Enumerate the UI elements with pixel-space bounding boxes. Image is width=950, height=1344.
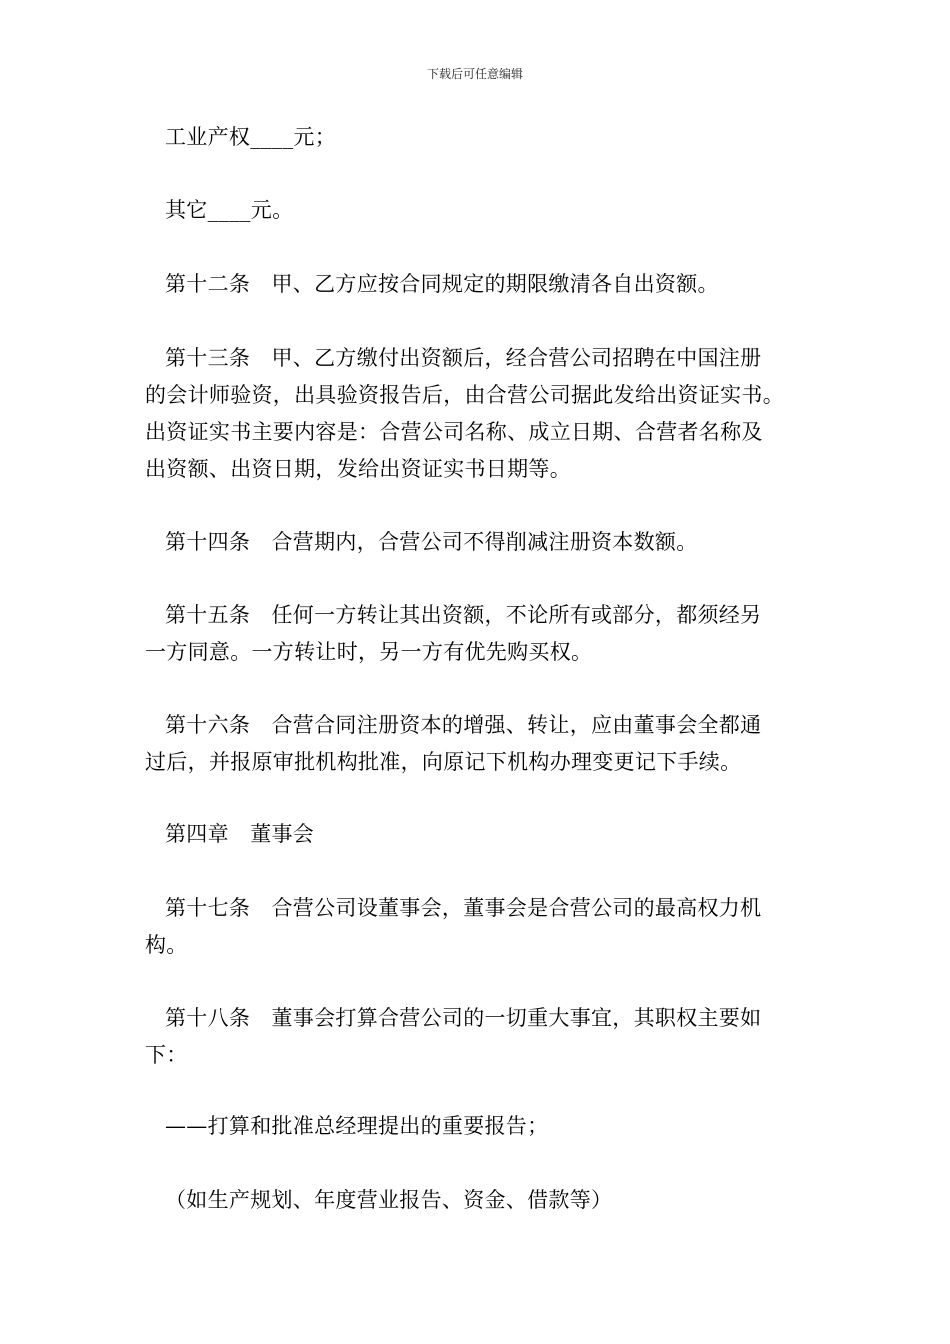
paragraph-line: 出资证实书主要内容是：合营公司名称、成立日期、合营者名称及: [145, 420, 763, 444]
paragraph-line: 下：: [145, 1043, 188, 1067]
paragraph-line: 出资额、出资日期，发给出资证实书日期等。: [145, 457, 571, 481]
paragraph-line: 过后，并报原审批机构批准，向原记下机构办理变更记下手续。: [145, 750, 742, 774]
paragraph-article-18: [145, 1000, 815, 1074]
paragraph-line: ——打算和批准总经理提出的重要报告；: [165, 1114, 549, 1138]
chapter-heading-board: [145, 816, 815, 853]
paragraph-article-15: [145, 597, 815, 671]
paragraph-other: [145, 192, 815, 229]
paragraph-line: 第四章 董事会: [165, 822, 315, 846]
paragraph-line: （如生产规划、年度营业报告、资金、借款等）: [165, 1188, 613, 1212]
paragraph-line: 第十二条 甲、乙方应按合同规定的期限缴清各自出资额。: [165, 272, 719, 296]
paragraph-industrial-property: [145, 119, 815, 156]
paragraph-decide-reports: [145, 1108, 815, 1145]
paragraph-line: 第十七条 合营公司设董事会，董事会是合营公司的最高权力机: [165, 896, 762, 920]
paragraph-line: 的会计师验资，出具验资报告后，由合营公司据此发给出资证实书。: [145, 383, 784, 407]
paragraph-line: 第十五条 任何一方转让其出资额，不论所有或部分，都须经另: [165, 603, 762, 627]
paragraph-examples: [145, 1182, 815, 1219]
paragraph-article-12: [145, 266, 815, 303]
paragraph-article-14: [145, 524, 815, 561]
paragraph-line: 第十四条 合营期内，合营公司不得削减注册资本数额。: [165, 530, 698, 554]
paragraph-article-17: [145, 890, 815, 964]
paragraph-line: 第十三条 甲、乙方缴付出资额后，经合营公司招聘在中国注册: [165, 346, 762, 370]
paragraph-line: 其它____元。: [165, 198, 294, 222]
page-header-note: 下载后可任意编辑: [426, 67, 523, 81]
paragraph-line: 构。: [145, 933, 188, 957]
paragraph-line: 第十六条 合营合同注册资本的增强、转让，应由董事会全都通: [165, 713, 762, 737]
paragraph-article-16: [145, 707, 815, 781]
paragraph-line: 第十八条 董事会打算合营公司的一切重大事宜，其职权主要如: [165, 1006, 762, 1030]
paragraph-article-13: [145, 340, 815, 488]
paragraph-line: 一方同意。一方转让时，另一方有优先购买权。: [145, 640, 593, 664]
paragraph-line: 工业产权____元；: [165, 125, 336, 149]
